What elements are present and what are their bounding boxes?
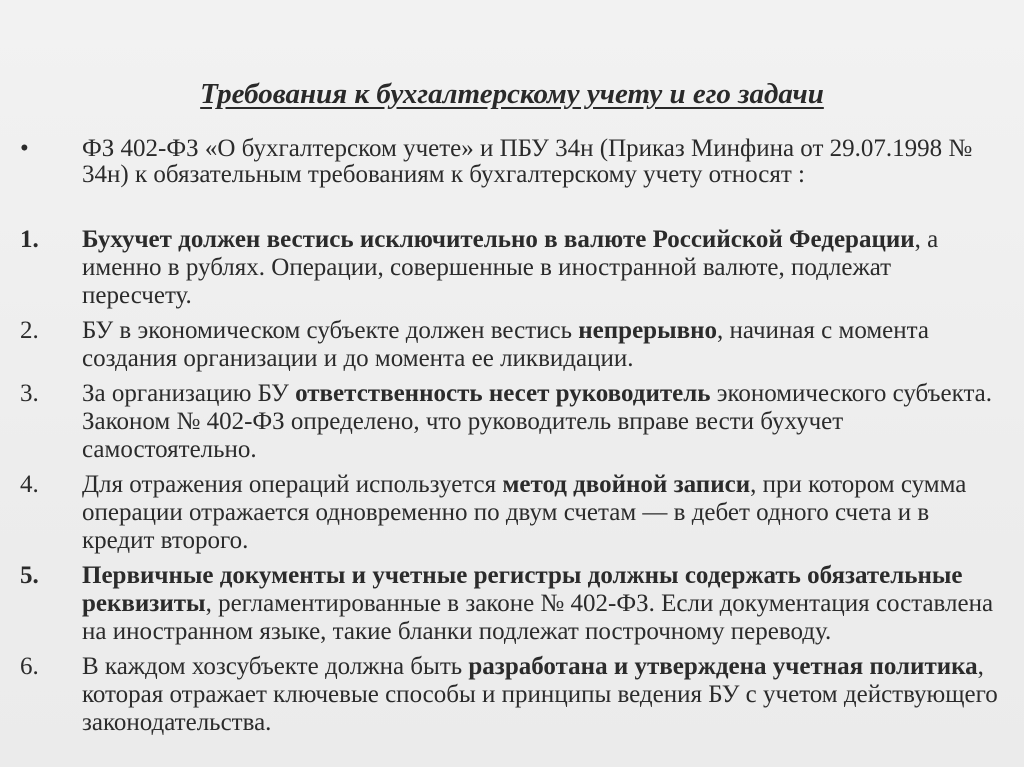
item-bold-text: Первичные документы и учетные регистры должны содержать обязательные реквизиты bbox=[82, 562, 963, 617]
item-bold-text: непрерывно bbox=[578, 317, 717, 344]
list-item-4 bbox=[20, 471, 1000, 555]
item-text bbox=[82, 653, 1000, 737]
item-pre-text: За организацию БУ bbox=[82, 380, 296, 407]
item-text bbox=[82, 226, 1000, 310]
intro-text: ФЗ 402-ФЗ «О бухгалтерском учете» и ПБУ 34н (Приказ Минфина от 29.07.1998 № 34н) к обязательным требованиям к бухгалтерскому учету относят : bbox=[82, 135, 973, 188]
item-number: 5. bbox=[20, 562, 39, 589]
item-pre-text: БУ в экономическом субъекте должен вестись bbox=[82, 317, 579, 344]
item-text bbox=[82, 380, 1000, 464]
item-bold-text: метод двойной записи bbox=[502, 471, 751, 498]
intro-paragraph bbox=[20, 136, 990, 188]
item-rest-text: , регламентированные в законе № 402-ФЗ. Если документация составлена на иностранном языке, такие бланки подлежат построчному переводу. bbox=[82, 590, 994, 645]
item-text bbox=[82, 471, 1000, 555]
item-bold-text: ответственность несет руководитель bbox=[295, 380, 711, 407]
list-item-5 bbox=[20, 562, 1000, 646]
item-pre-text: В каждом хозсубъекте должна быть bbox=[82, 653, 469, 680]
item-pre-text: Для отражения операций используется bbox=[82, 471, 503, 498]
list-item-2 bbox=[20, 317, 1000, 373]
item-bold-text: Бухучет должен вестись исключительно в валюте Российской Федерации bbox=[82, 226, 915, 253]
item-rest-text: экономического субъекта. Законом № 402-ФЗ определено, что руководитель вправе вести бухучет самостоятельно. bbox=[82, 380, 993, 463]
item-rest-text: , а именно в рублях. Операции, совершенные в иностранной валюте, подлежат пересчету. bbox=[82, 226, 939, 309]
slide-title: Требования к бухгалтерскому учету и его задачи bbox=[200, 78, 824, 110]
requirements-list bbox=[20, 226, 1000, 744]
list-item-3 bbox=[20, 380, 1000, 464]
list-item-1 bbox=[20, 226, 1000, 310]
item-number: 1. bbox=[20, 226, 39, 253]
list-item-6 bbox=[20, 653, 1000, 737]
item-number: 2. bbox=[20, 317, 39, 344]
item-number: 4. bbox=[20, 471, 39, 498]
bullet-marker: • bbox=[20, 135, 29, 162]
item-bold-text: разработана и утверждена учетная политика bbox=[468, 653, 978, 680]
item-rest-text: , при котором сумма операции отражается одновременно по двум счетам — в дебет одного счета и в кредит второго. bbox=[82, 471, 967, 554]
item-number: 6. bbox=[20, 653, 39, 680]
item-text bbox=[82, 317, 1000, 373]
item-number: 3. bbox=[20, 380, 39, 407]
item-rest-text: , которая отражает ключевые способы и принципы ведения БУ с учетом действующего законодательства. bbox=[82, 653, 998, 736]
item-text bbox=[82, 562, 1000, 646]
item-rest-text: , начиная с момента создания организации и до момента ее ликвидации. bbox=[82, 317, 929, 372]
